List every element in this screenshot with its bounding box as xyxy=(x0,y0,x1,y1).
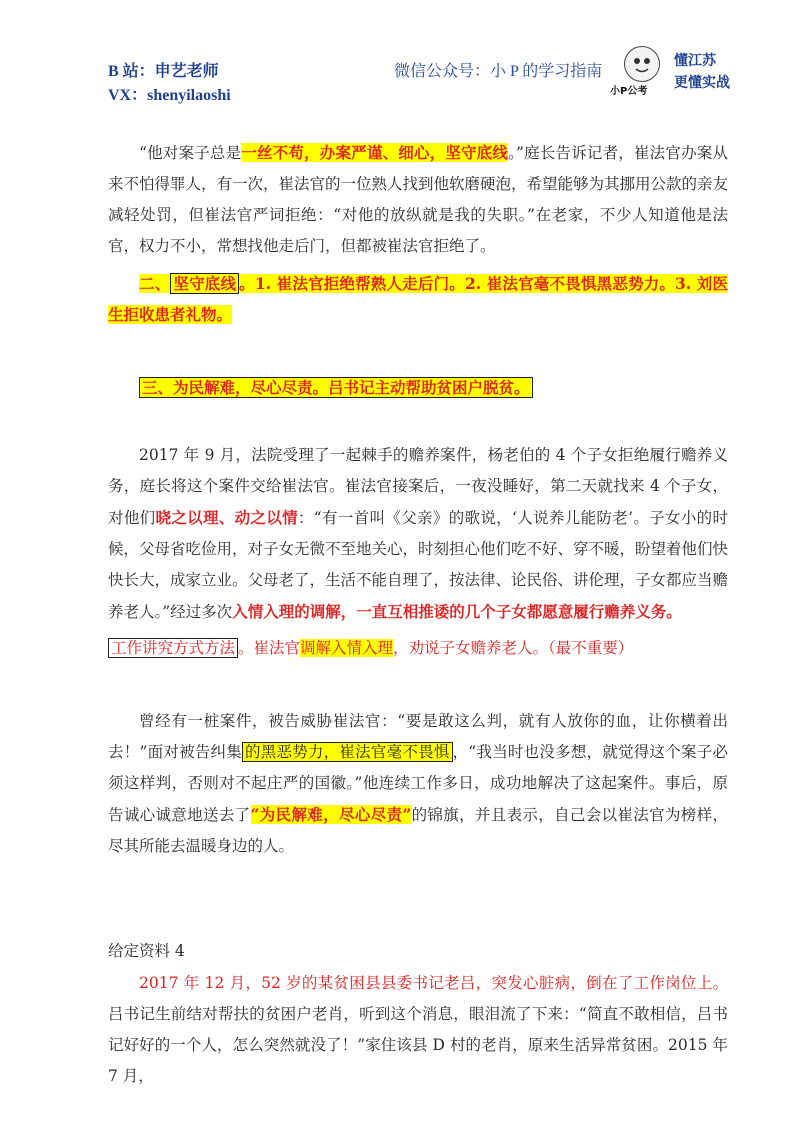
brand-logo xyxy=(610,44,740,100)
header-wechat: 微信公众号：小 P 的学习指南 xyxy=(394,63,603,80)
boxed-highlight-span: 的黑恶势力，崔法官毫不畏惧 xyxy=(242,742,453,762)
header-vx: VX：shenyilaoshi xyxy=(108,87,231,104)
red-span: 2017 年 12 月，52 岁的某贫困县县委书记老吕，突发心脏病，倒在了工作岗位上。 xyxy=(139,974,728,992)
highlight-span: “为民解难，尽心尽责” xyxy=(250,805,412,824)
paragraph-4 xyxy=(108,440,728,628)
red-span: 入情入理的调解，一直互相推诿的几个子女都愿意履行赡养义务。 xyxy=(232,602,682,621)
logo-small-text: 小P公考 xyxy=(610,86,648,97)
red-span: ，劝说子女赡养老人。（最不重要） xyxy=(393,639,634,657)
red-span: 。崔法官 xyxy=(238,639,301,657)
header-bilibili: B 站：申艺老师 xyxy=(108,63,219,80)
paragraph-8 xyxy=(108,968,728,1092)
boxed-highlight-span: 三、为民解难，尽心尽责。吕书记主动帮助贫困户脱贫。 xyxy=(139,377,533,398)
logo-line-2: 更懂实战 xyxy=(674,75,730,91)
text-span: 2017 年 9 月，法院受理了一起棘手的赡养案件，杨老伯的 4 个子女拒绝履行赡养义务，庭长将这个案件交给崔法官。崔法官接案后，一夜没睡好，第二天就找来 4 个子女，对他们 xyxy=(108,446,728,527)
highlight-span: 一丝不苟，办案严谨、细心， xyxy=(241,143,446,162)
highlight-span: 。1. 崔法官拒绝帮熟人走后门。2. 崔法官毫不畏惧黑恶势力。3. 刘医生拒收患者礼物。 xyxy=(108,274,728,324)
highlight-span: 调解入情入理 xyxy=(300,639,394,657)
text-span: 吕书记生前结对帮扶的贫困户老肖，听到这个消息，眼泪流了下来：“简直不敢相信，吕书记好好的一个人，怎么突然就没了！”家住该县 D 村的老肖，原来生活异常贫困。2015 年 7 月， xyxy=(108,1005,728,1085)
highlight-span: 二、 xyxy=(139,274,171,293)
summary-point-3 xyxy=(108,372,728,403)
logo-line-1: 懂江苏 xyxy=(674,53,716,69)
summary-point-2 xyxy=(108,268,728,330)
text-span: ，“我当时也没多想，就觉得这个案子必须这样判，否则对不起庄严的国徽。”他连续工作多日，成功地解决了这起案件。事后，原告诚心诚意地送去了 xyxy=(108,743,728,824)
text-span: 的锦旗，并且表示，自己会以崔法官为榜样，尽其所能去温暖身边的人。 xyxy=(108,806,728,855)
section-label: 给定资料 4 xyxy=(108,942,185,960)
highlight-span: 坚守底线 xyxy=(445,143,509,162)
text-span: 曾经有一桩案件，被告威胁崔法官：“要是敢这么判，就有人放你的血，让你横着出去！”面对被告纠集 xyxy=(108,712,728,761)
boxed-span: 工作讲究方式方法 xyxy=(108,638,238,658)
boxed-span: 坚守底线 xyxy=(170,273,239,294)
red-span: 晓之以理、动之以情 xyxy=(155,508,298,527)
paragraph-6 xyxy=(108,706,728,862)
paragraph-1 xyxy=(108,137,728,262)
text-span: “他对案子总是 xyxy=(139,144,242,162)
mascot-icon xyxy=(624,46,660,82)
text-span: 。”庭长告诉记者，崔法官办案从来不怕得罪人，有一次，崔法官的一位熟人找到他软磨硬泡，希望能够为其挪用公款的亲友减轻处罚，但崔法官严词拒绝：“对他的放纵就是我的失职。”在老家，不少人知道他是法官，权力不小，常想找他走后门，但都被崔法官拒绝了。 xyxy=(108,144,729,255)
summary-method xyxy=(108,633,728,664)
text-span: ：“有一首叫《父亲》的歌说，‘人说养儿能防老’。子女小的时候，父母省吃俭用，对子女无微不至地关心，时刻担心他们吃不好、穿不暖，盼望着他们快快长大，成家立业。父母老了，生活不能自理了，按法律、论民俗、讲伦理，子女都应当赡养老人。”经过多次 xyxy=(108,509,729,621)
